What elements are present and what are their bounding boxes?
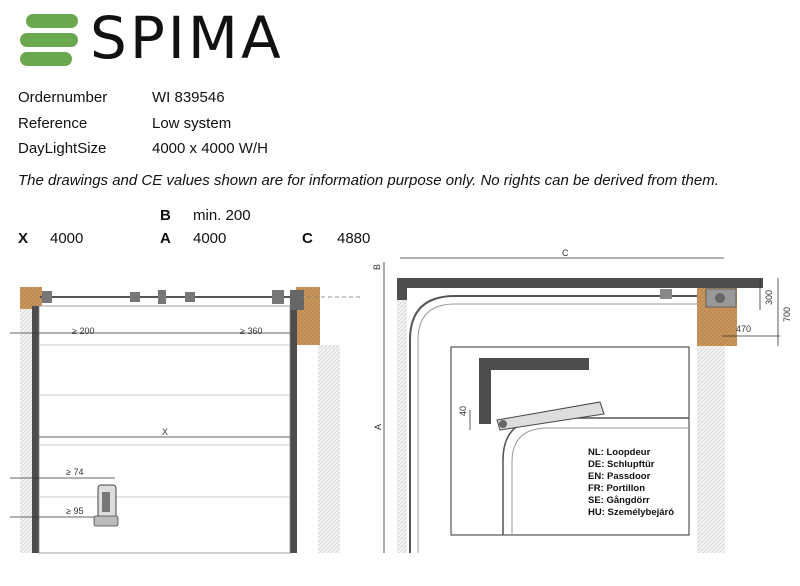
- reference-value: Low system: [152, 115, 232, 132]
- dim-b-value: min. 200: [193, 207, 251, 224]
- logo-mark-icon: [18, 12, 80, 68]
- dim-74-text: ≥ 74: [66, 467, 84, 477]
- dim-c-value: 4880: [337, 230, 371, 247]
- disclaimer: The drawings and CE values shown are for information purpose only. No rights can be derived from them.: [18, 172, 719, 189]
- dim-width-text: X: [162, 427, 169, 437]
- dim-x-key: X: [18, 230, 29, 247]
- legend-fr: FR: Portillon: [588, 483, 645, 494]
- dim-300-label: 300: [764, 289, 774, 305]
- dim-a-label: A: [373, 423, 383, 430]
- dim-95-text: ≥ 95: [66, 506, 84, 516]
- brand-name: SPIMA: [90, 4, 284, 72]
- legend-en: EN: Passdoor: [588, 471, 651, 482]
- side-view-drawing: [365, 245, 800, 560]
- dim-a-value: 4000: [193, 230, 227, 247]
- legend-se: SE: Gångdörr: [588, 495, 650, 506]
- left-wall: [20, 305, 32, 553]
- legend-nl: NL: Loopdeur: [588, 447, 651, 458]
- reference-label: Reference: [18, 115, 88, 132]
- dim-x-value: 4000: [50, 230, 84, 247]
- right-wall: [318, 345, 340, 553]
- dim-700-label: 700: [782, 306, 792, 322]
- dim-40-label: 40: [458, 405, 468, 416]
- dim-right-text: ≥ 360: [240, 326, 263, 336]
- daylightsize-label: DayLightSize: [18, 140, 107, 157]
- ordernumber-value: WI 839546: [152, 89, 225, 106]
- dim-a-key: A: [160, 230, 171, 247]
- passdoor-handle-icon: [94, 485, 118, 526]
- dim-470-label: 470: [736, 324, 752, 334]
- dim-c-label: C: [562, 248, 569, 258]
- legend-hu: HU: Személybejáró: [588, 507, 675, 518]
- dim-b-key: B: [160, 207, 171, 224]
- legend-de: DE: Schlupftür: [588, 459, 655, 470]
- daylightsize-value: 4000 x 4000 W/H: [152, 140, 268, 157]
- dim-c-key: C: [302, 230, 313, 247]
- front-view-drawing: [0, 250, 360, 560]
- ordernumber-label: Ordernumber: [18, 89, 108, 106]
- dim-b-label: B: [372, 263, 382, 270]
- dim-left-text: ≥ 200: [72, 326, 95, 336]
